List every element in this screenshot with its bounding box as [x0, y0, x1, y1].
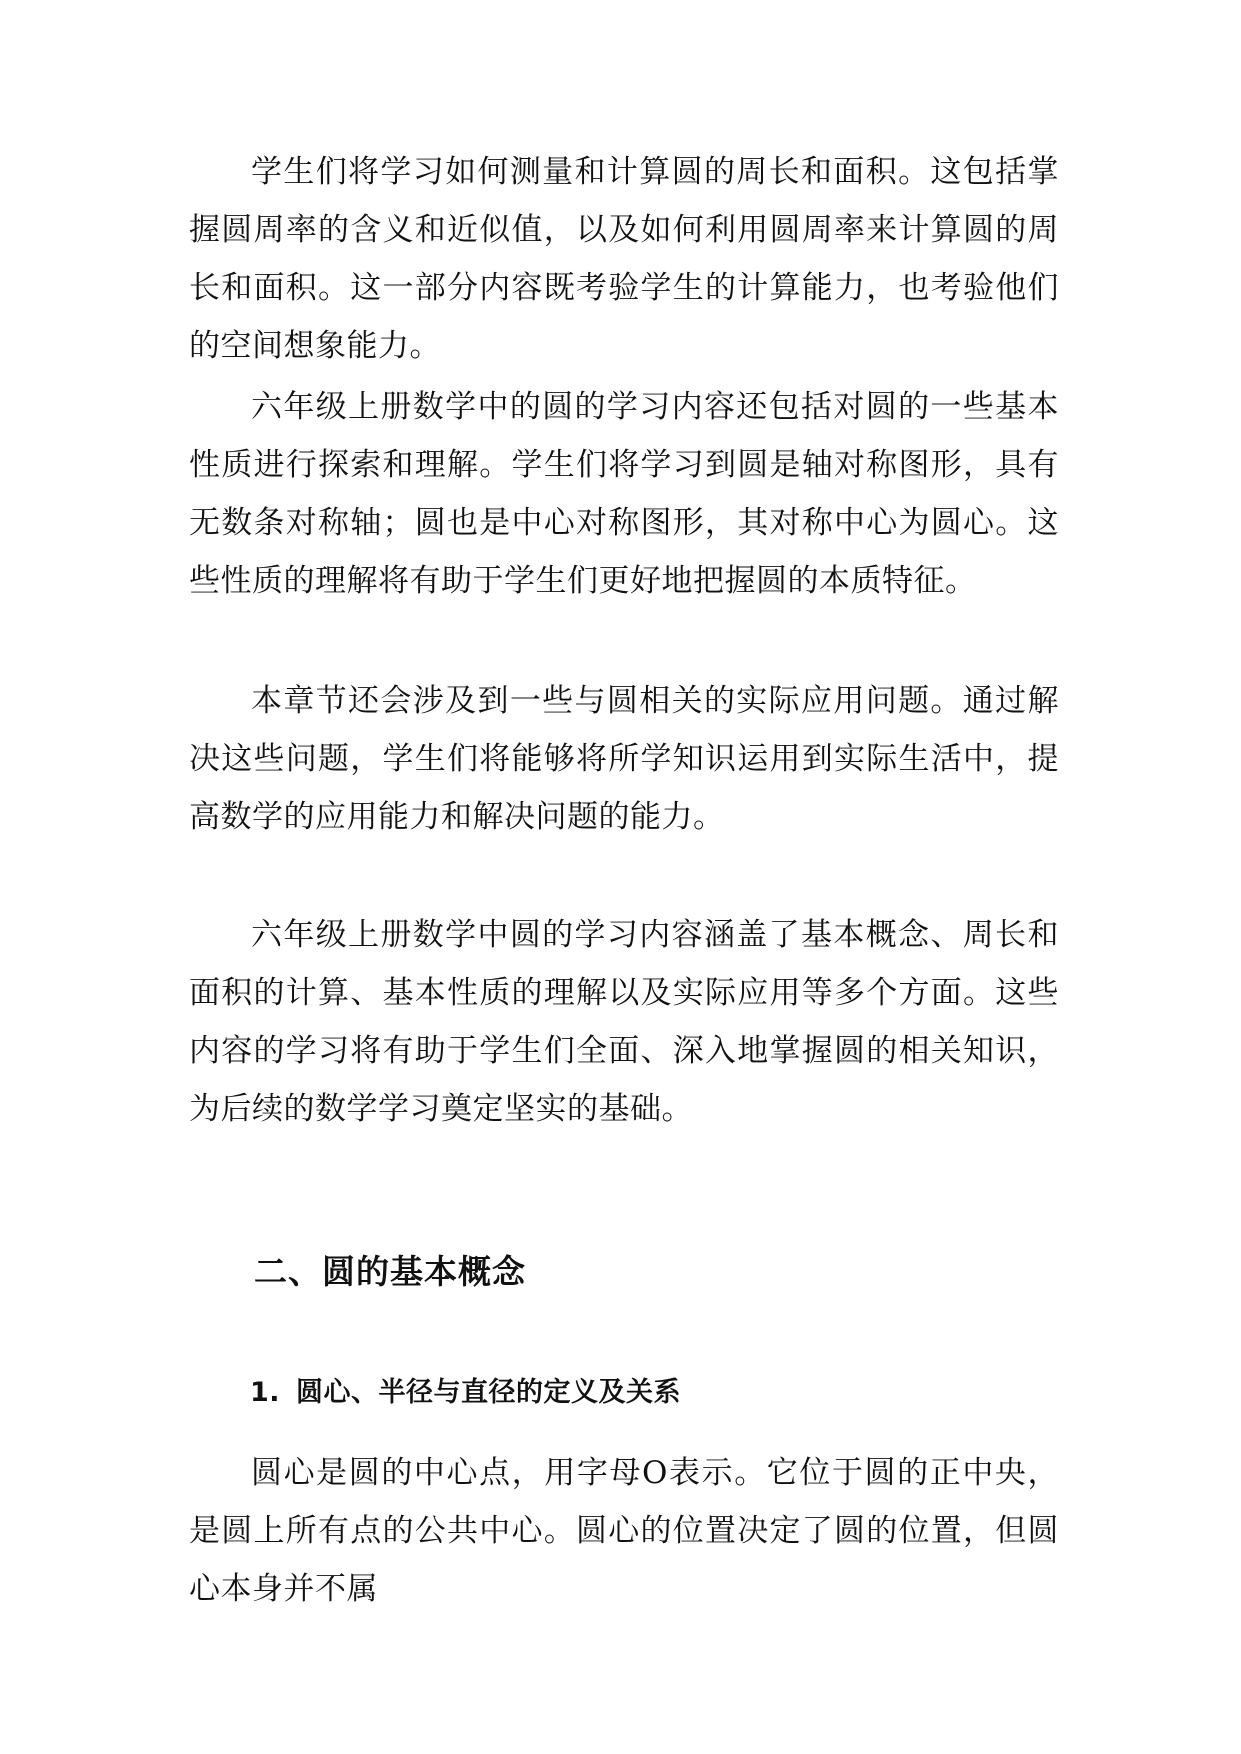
paragraph-summary: 六年级上册数学中圆的学习内容涵盖了基本概念、周长和面积的计算、基本性质的理解以及实际应用等多个方面。这些内容的学习将有助于学生们全面、深入地掌握圆的相关知识，为后续的数学学习奠定坚实的基础。: [189, 917, 1059, 1127]
subsection-title: 圆心、半径与直径的定义及关系: [296, 1377, 682, 1408]
paragraph-circumference-area: 学生们将学习如何测量和计算圆的周长和面积。这包括掌握圆周率的含义和近似值，以及如何利用圆周率来计算圆的周长和面积。这一部分内容既考验学生的计算能力，也考验他们的空间想象能力。: [189, 154, 1059, 364]
section-heading: 二、圆的基本概念: [254, 1252, 526, 1291]
paragraph-basic-properties: 六年级上册数学中的圆的学习内容还包括对圆的一些基本性质进行探索和理解。学生们将学习到圆是轴对称图形，具有无数条对称轴；圆也是中心对称图形，其对称中心为圆心。这些性质的理解将有助于学生们更好地把握圆的本质特征。: [189, 389, 1059, 599]
paragraph-circle-center: 圆心是圆的中心点，用字母O表示。它位于圆的正中央，是圆上所有点的公共中心。圆心的位置决定了圆的位置，但圆心本身并不属: [189, 1455, 1059, 1607]
subsection-heading: [250, 1370, 681, 1409]
subsection-number: 1.: [250, 1377, 281, 1408]
paragraph-applications: 本章节还会涉及到一些与圆相关的实际应用问题。通过解决这些问题，学生们将能够将所学知识运用到实际生活中，提高数学的应用能力和解决问题的能力。: [189, 683, 1059, 835]
